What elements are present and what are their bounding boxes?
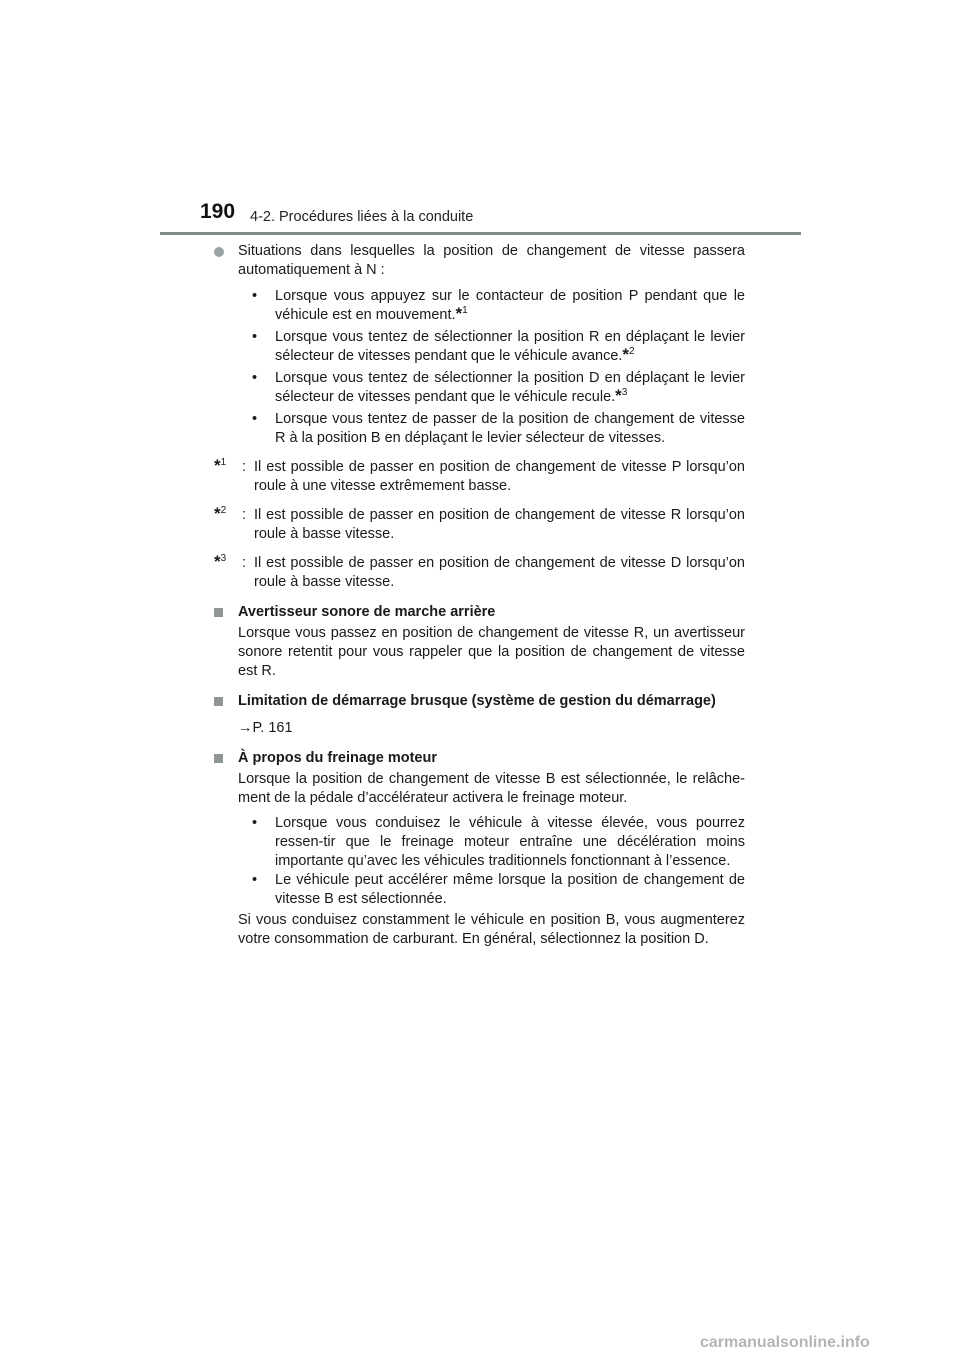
footnote: [214, 506, 745, 544]
intro-text: Situations dans lesquelles la position de changement de vitesse passera automatiquement à N :: [238, 243, 745, 278]
section-heading-text: Avertisseur sonore de marche arrière: [238, 604, 496, 620]
page-reference-link[interactable]: →P. 161: [238, 720, 293, 736]
footnote-number: 2: [220, 505, 227, 516]
list-item: [238, 328, 745, 366]
asterisk-icon: *: [615, 386, 622, 405]
list-item: [238, 871, 745, 909]
footnote-marker: [214, 458, 226, 477]
footnote-ref[interactable]: 3: [621, 387, 628, 398]
footnote-number: 3: [220, 553, 227, 564]
footnote: [214, 554, 745, 592]
page-header: [0, 0, 960, 240]
asterisk-icon: *: [622, 345, 630, 364]
list-item-text: Lorsque vous tentez de passer de la position de changement de vitesse R à la position B en déplaçant le levier sélecteur de vitesses.: [275, 411, 745, 446]
list-item: [238, 369, 745, 407]
dot-bullet: •: [252, 815, 258, 831]
asterisk-icon: *: [214, 552, 221, 571]
list-item-text: Lorsque vous appuyez sur le contacteur de position P pendant que le véhicule est en mouvement.: [275, 288, 745, 323]
intro-bullet: [214, 242, 745, 280]
square-bullet-icon: [214, 697, 223, 706]
watermark-text: carmanualsonline.info: [700, 1334, 870, 1351]
list-item: [238, 814, 745, 871]
asterisk-icon: *: [455, 304, 463, 323]
footnote-number: 1: [220, 457, 227, 468]
dot-bullet: •: [252, 872, 258, 888]
dot-bullet: •: [252, 329, 258, 345]
list-item: [238, 287, 745, 325]
list-item-text: Le véhicule peut accélérer même lorsque la position de changement de vitesse B est sélectionnée.: [275, 872, 745, 907]
section-heading: [214, 692, 745, 711]
square-bullet-icon: [214, 754, 223, 763]
square-bullet-icon: [214, 608, 223, 617]
asterisk-icon: *: [214, 456, 221, 475]
footnote: [214, 458, 745, 496]
page-number: 190: [200, 200, 236, 223]
circle-bullet-icon: [214, 247, 224, 257]
dot-bullet: •: [252, 411, 258, 427]
section-title: 4-2. Procédures liées à la conduite: [250, 209, 474, 225]
list-item: [238, 410, 745, 448]
section-heading: [214, 749, 745, 768]
header-divider: [160, 232, 801, 235]
list-item-text: Lorsque vous tentez de sélectionner la position D en déplaçant le levier sélecteur de vitesses pendant que le véhicule recule.: [275, 370, 745, 405]
list-item-text: Lorsque vous tentez de sélectionner la position R en déplaçant le levier sélecteur de vitesses pendant que le véhicule avance.: [275, 329, 745, 364]
footnote-colon: :: [242, 555, 247, 571]
section-body: Lorsque la position de changement de vitesse B est sélectionnée, le relâche-ment de la pédale d’accélérateur activera le freinage moteur.: [238, 771, 745, 806]
footnote-text: Il est possible de passer en position de changement de vitesse P lorsqu’on roule à une vitesse extrêmement basse.: [254, 459, 745, 494]
footnote-ref[interactable]: 2: [629, 346, 635, 357]
section-closing: Si vous conduisez constamment le véhicule en position B, vous augmenterez votre consommation de carburant. En général, sélectionnez la position D.: [238, 912, 745, 947]
footnote-colon: :: [242, 507, 247, 523]
section-heading-text: Limitation de démarrage brusque (système de gestion du démarrage): [238, 693, 716, 709]
footnote-ref[interactable]: 1: [462, 305, 468, 316]
section-body: Lorsque vous passez en position de changement de vitesse R, un avertisseur sonore retentit pour vous rappeler que la position de changement de vitesse est R.: [238, 625, 745, 679]
dot-bullet: •: [252, 288, 258, 304]
footnote-marker: [214, 554, 226, 573]
footnote-colon: :: [242, 459, 247, 475]
section-heading-text: À propos du freinage moteur: [238, 750, 437, 766]
section-heading: [214, 603, 745, 622]
asterisk-icon: *: [214, 504, 221, 523]
dot-bullet: •: [252, 370, 258, 386]
footnote-marker: [214, 506, 226, 525]
footnote-text: Il est possible de passer en position de changement de vitesse D lorsqu’on roule à basse vitesse.: [254, 555, 745, 590]
footnote-text: Il est possible de passer en position de changement de vitesse R lorsqu’on roule à basse vitesse.: [254, 507, 745, 542]
page-content: [214, 242, 745, 949]
list-item-text: Lorsque vous conduisez le véhicule à vitesse élevée, vous pourrez ressen-tir que le freinage moteur entraîne une décélération moins importante qu’avec les véhicules traditionnels fonctionnant à l’essence.: [275, 815, 745, 869]
